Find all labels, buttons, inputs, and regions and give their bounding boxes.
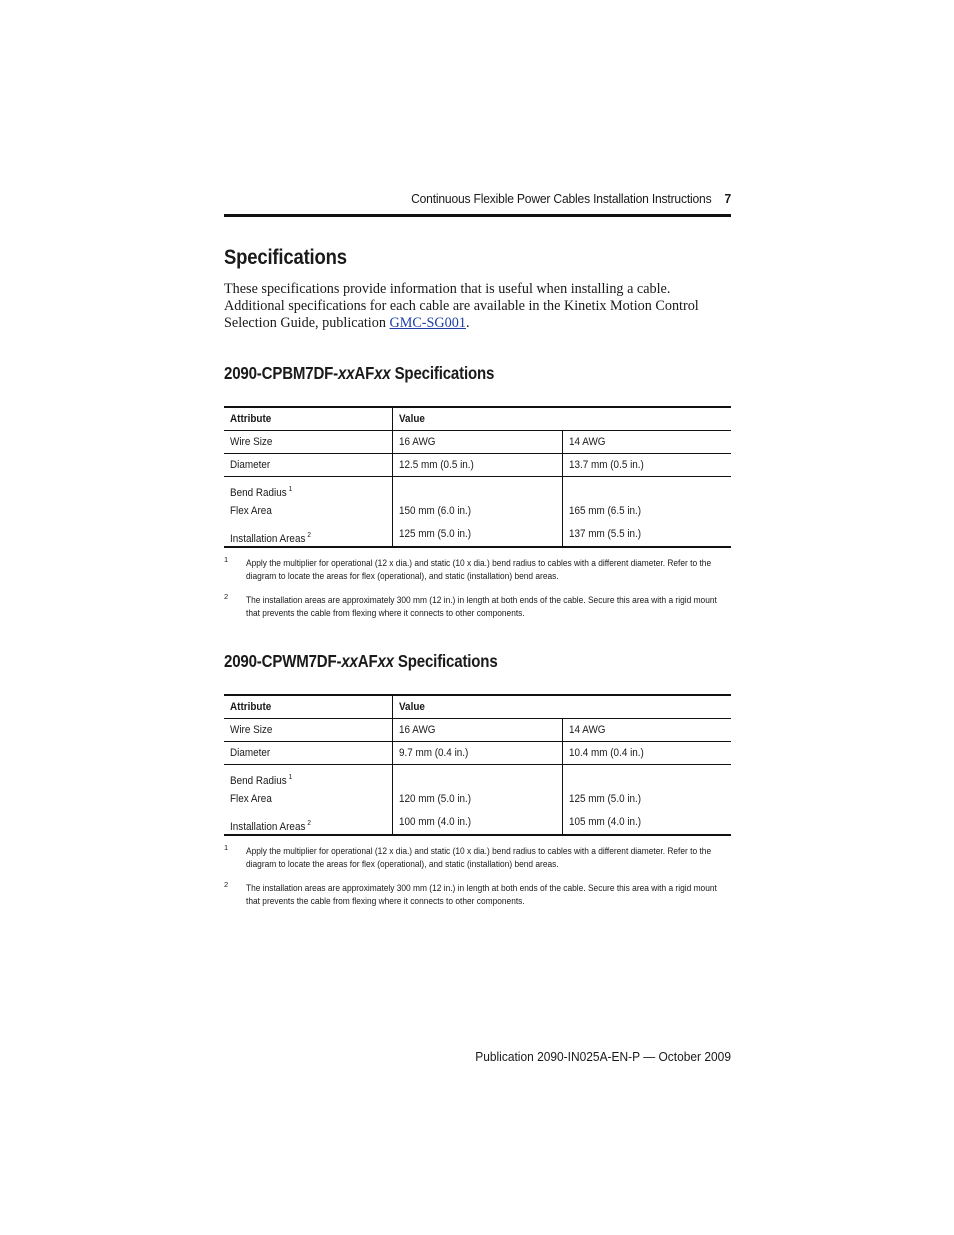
cell-value: 16 AWG xyxy=(393,719,563,742)
cell-label: Wire Size xyxy=(224,719,393,742)
cell-value: 10.4 mm (0.4 in.) xyxy=(569,747,644,759)
column-header-attribute: Attribute xyxy=(224,695,393,719)
cell-label: Diameter xyxy=(224,742,393,765)
table-header-row xyxy=(224,695,731,719)
table-2-footnotes xyxy=(224,845,731,919)
installation-areas-label: Installation Areas xyxy=(230,821,306,833)
bend-radius-label: Bend Radius xyxy=(230,775,287,787)
cell-label: Diameter xyxy=(224,454,393,477)
footnote: 1 Apply the multiplier for operational (12 x dia.) and static (10 x dia.) bend radius to cables with a different diameter. Refer to the diagram to locate the areas for flex (operational), and static (installation) bend areas. xyxy=(224,555,712,581)
table-2-title xyxy=(224,651,498,672)
title-variable: xx xyxy=(341,651,358,671)
intro-text: These specifications provide information that is useful when installing a cable. Additional specifications for each cable are available in the Kinetix Motion Control Selection Guide, publication xyxy=(224,281,699,331)
title-mid: AF xyxy=(357,651,378,671)
footnote: 2 The installation areas are approximately 300 mm (12 in.) in length at both ends of the cable. Secure this area with a rigid mount that prevents the cable from flexing where it connects to other components. xyxy=(224,880,717,906)
flex-area-label: Flex Area xyxy=(230,793,272,805)
footnote-ref: 2 xyxy=(307,530,311,539)
spec-table-1 xyxy=(224,406,731,548)
title-prefix: 2090-CPWM7DF- xyxy=(224,651,342,671)
running-header xyxy=(259,191,731,206)
cell-value: 14 AWG xyxy=(569,724,606,736)
table-row-diameter xyxy=(224,742,731,765)
cell-value-group xyxy=(393,765,563,836)
table-row-bend-radius xyxy=(224,477,731,548)
title-variable: xx xyxy=(374,363,391,383)
table-header-row xyxy=(224,407,731,431)
publication-link[interactable]: GMC-SG001 xyxy=(389,315,466,331)
title-variable: xx xyxy=(338,363,355,383)
flex-area-value: 165 mm (6.5 in.) xyxy=(569,505,642,517)
cell-value: 14 AWG xyxy=(569,436,606,448)
title-mid: AF xyxy=(354,363,375,383)
intro-paragraph xyxy=(224,281,729,332)
footnote-ref: 1 xyxy=(288,772,293,781)
cell-value: 16 AWG xyxy=(393,431,563,454)
title-prefix: 2090-CPBM7DF- xyxy=(224,363,339,383)
flex-area-value: 125 mm (5.0 in.) xyxy=(569,793,642,805)
flex-area-value: 120 mm (5.0 in.) xyxy=(399,793,472,805)
cell-value-group xyxy=(563,477,732,548)
footnote: 1 Apply the multiplier for operational (12 x dia.) and static (10 x dia.) bend radius to cables with a different diameter. Refer to the diagram to locate the areas for flex (operational), and static (installation) bend areas. xyxy=(224,843,712,869)
installation-areas-label: Installation Areas xyxy=(230,533,306,545)
section-title: Specifications xyxy=(224,246,347,269)
cell-label: Wire Size xyxy=(224,431,393,454)
installation-areas-value: 137 mm (5.5 in.) xyxy=(569,528,642,540)
title-variable: xx xyxy=(377,651,394,671)
cell-value: 13.7 mm (0.5 in.) xyxy=(569,459,644,471)
table-1-title xyxy=(224,363,494,384)
flex-area-value: 150 mm (6.0 in.) xyxy=(399,505,472,517)
title-suffix: Specifications xyxy=(390,363,495,383)
footnote-ref: 1 xyxy=(288,484,293,493)
page-number: 7 xyxy=(724,191,731,206)
flex-area-label: Flex Area xyxy=(230,505,272,517)
table-1-footnotes xyxy=(224,557,731,631)
cell-value-group xyxy=(563,765,732,836)
cell-label-group xyxy=(224,765,393,836)
spec-table-2 xyxy=(224,694,731,836)
cell-value: 9.7 mm (0.4 in.) xyxy=(393,742,563,765)
table-row-bend-radius xyxy=(224,765,731,836)
column-header-attribute: Attribute xyxy=(224,407,393,431)
cell-label-group xyxy=(224,477,393,548)
installation-areas-value: 125 mm (5.0 in.) xyxy=(399,528,472,540)
header-rule xyxy=(224,214,731,217)
column-header-value: Value xyxy=(399,701,425,713)
column-header-value: Value xyxy=(399,413,425,425)
table-row-diameter xyxy=(224,454,731,477)
publication-footer: Publication 2090-IN025A-EN-P — October 2009 xyxy=(475,1049,731,1064)
cell-value-group xyxy=(393,477,563,548)
intro-end: . xyxy=(465,315,470,331)
table-row-wire-size xyxy=(224,431,731,454)
title-suffix: Specifications xyxy=(393,651,498,671)
cell-value: 12.5 mm (0.5 in.) xyxy=(393,454,563,477)
footnote-ref: 2 xyxy=(307,818,311,827)
installation-areas-value: 105 mm (4.0 in.) xyxy=(569,816,642,828)
running-title: Continuous Flexible Power Cables Installation Instructions xyxy=(411,191,712,206)
bend-radius-label: Bend Radius xyxy=(230,487,287,499)
table-row-wire-size xyxy=(224,719,731,742)
installation-areas-value: 100 mm (4.0 in.) xyxy=(399,816,472,828)
footnote: 2 The installation areas are approximately 300 mm (12 in.) in length at both ends of the cable. Secure this area with a rigid mount that prevents the cable from flexing where it connects to other components. xyxy=(224,592,717,618)
